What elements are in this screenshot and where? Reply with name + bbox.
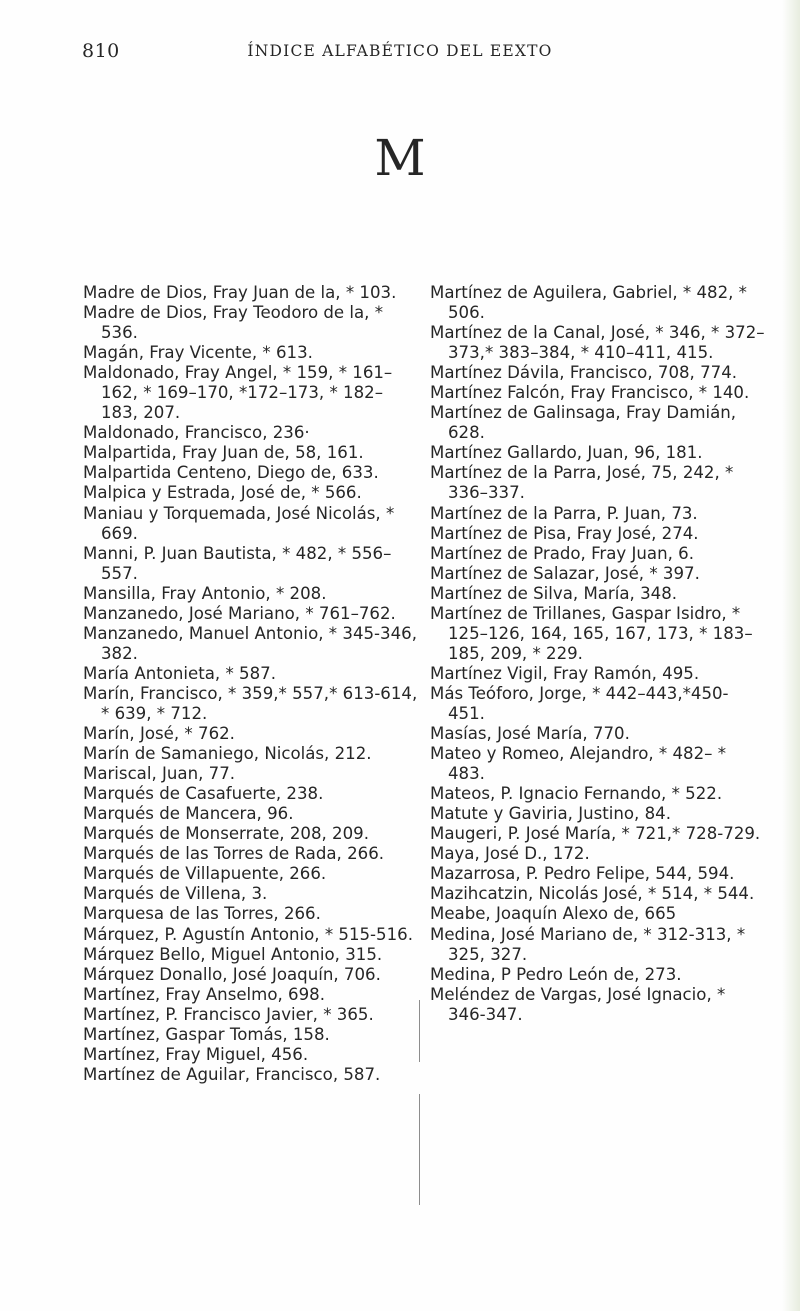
index-entry: Mariscal, Juan, 77. <box>83 764 236 784</box>
index-entry: Maldonado, Francisco, 236· <box>83 423 310 443</box>
column-divider <box>419 1000 420 1062</box>
index-entry: Martínez Falcón, Fray Francisco, * 140. <box>430 383 750 403</box>
index-entry: Mazihcatzin, Nicolás José, * 514, * 544. <box>430 884 755 904</box>
index-entry: Maniau y Torquemada, José Nicolás, * 669. <box>83 503 395 543</box>
index-entry: María Antonieta, * 587. <box>83 663 276 683</box>
index-entry: Mazarrosa, P. Pedro Felipe, 544, 594. <box>430 864 735 884</box>
page-number: 810 <box>82 40 120 62</box>
index-entry: Meléndez de Vargas, José Ignacio, * 346-347. <box>430 984 726 1024</box>
index-entry: Martínez, Fray Anselmo, 698. <box>83 984 325 1004</box>
index-entry: Martínez Vigil, Fray Ramón, 495. <box>430 663 700 683</box>
index-entry: Marqués de Villapuente, 266. <box>83 864 327 884</box>
index-entry: Marqués de Casafuerte, 238. <box>83 784 324 804</box>
index-entry: Martínez de la Canal, José, * 346, * 372–373,* 383–384, * 410–411, 415. <box>430 323 765 363</box>
index-entry: Martínez de la Parra, P. Juan, 73. <box>430 503 698 523</box>
index-entry: Márquez Bello, Miguel Antonio, 315. <box>83 944 383 964</box>
index-entry: Martínez de la Parra, José, 75, 242, * 336–337. <box>430 463 734 503</box>
index-entry: Mateos, P. Ignacio Fernando, * 522. <box>430 784 723 804</box>
index-entry: Medina, José Mariano de, * 312-313, * 325, 327. <box>430 924 746 964</box>
index-entry: Martínez de Silva, María, 348. <box>430 583 678 603</box>
index-entry: Mateo y Romeo, Alejandro, * 482– * 483. <box>430 744 727 784</box>
index-entry: Martínez de Pisa, Fray José, 274. <box>430 523 699 543</box>
index-entry: Magán, Fray Vicente, * 613. <box>83 343 313 363</box>
index-entry: Manzanedo, Manuel Antonio, * 345-346, 382. <box>83 623 417 663</box>
index-entry: Maya, José D., 172. <box>430 844 590 864</box>
index-entry: Malpartida, Fray Juan de, 58, 161. <box>83 443 364 463</box>
index-entry: Marín, José, * 762. <box>83 724 235 744</box>
index-entry: Márquez, P. Agustín Antonio, * 515-516. <box>83 924 413 944</box>
index-entry: Marqués de Monserrate, 208, 209. <box>83 824 370 844</box>
index-entry: Martínez Dávila, Francisco, 708, 774. <box>430 363 738 383</box>
index-entry: Martínez de Salazar, José, * 397. <box>430 563 700 583</box>
index-entry: Masías, José María, 770. <box>430 724 630 744</box>
index-entry: Marín de Samaniego, Nicolás, 212. <box>83 744 372 764</box>
index-entry: Medina, P Pedro León de, 273. <box>430 964 682 984</box>
index-entry: Martínez de Aguilera, Gabriel, * 482, * 506. <box>430 283 747 323</box>
index-entry: Martínez de Galinsaga, Fray Damián, 628. <box>430 403 737 443</box>
index-entry: Marqués de las Torres de Rada, 266. <box>83 844 385 864</box>
index-entry: Meabe, Joaquín Alexo de, 665 <box>430 904 677 924</box>
index-entry: Martínez, P. Francisco Javier, * 365. <box>83 1004 374 1024</box>
index-entry: Márquez Donallo, José Joaquín, 706. <box>83 964 381 984</box>
index-entry: Martínez, Gaspar Tomás, 158. <box>83 1024 330 1044</box>
index-entry: Martínez, Fray Miguel, 456. <box>83 1044 309 1064</box>
index-column-left <box>83 283 418 1085</box>
index-entry: Madre de Dios, Fray Teodoro de la, * 536. <box>83 303 384 343</box>
section-letter: M <box>374 129 426 187</box>
index-entry: Manzanedo, José Mariano, * 761–762. <box>83 603 396 623</box>
running-title: ÍNDICE ALFABÉTICO DEL EEXTO <box>247 42 553 60</box>
index-entry: Más Teóforo, Jorge, * 442–443,*450-451. <box>430 683 729 723</box>
index-entry: Martínez de Prado, Fray Juan, 6. <box>430 543 694 563</box>
index-entry: Manni, P. Juan Bautista, * 482, * 556–557. <box>83 543 392 583</box>
index-entry: Malpartida Centeno, Diego de, 633. <box>83 463 379 483</box>
column-divider <box>419 1094 420 1205</box>
index-entry: Malpica y Estrada, José de, * 566. <box>83 483 362 503</box>
page-edge-stain <box>782 0 800 1311</box>
index-entry: Maldonado, Fray Angel, * 159, * 161–162, * 169–170, *172–173, * 182–183, 207. <box>83 363 393 423</box>
index-entry: Marín, Francisco, * 359,* 557,* 613-614, * 639, * 712. <box>83 683 418 723</box>
index-entry: Mansilla, Fray Antonio, * 208. <box>83 583 327 603</box>
index-entry: Maugeri, P. José María, * 721,* 728-729. <box>430 824 761 844</box>
index-entry: Martínez Gallardo, Juan, 96, 181. <box>430 443 703 463</box>
index-entry: Martínez de Trillanes, Gaspar Isidro, * 125–126, 164, 165, 167, 173, * 183–185, 209, * 229. <box>430 603 753 663</box>
index-entry: Madre de Dios, Fray Juan de la, * 103. <box>83 283 397 302</box>
index-entry: Matute y Gaviria, Justino, 84. <box>430 804 671 824</box>
index-entry: Martínez de Aguilar, Francisco, 587. <box>83 1064 381 1084</box>
index-entry: Marquesa de las Torres, 266. <box>83 904 321 924</box>
page-header <box>0 40 800 66</box>
index-entry: Marqués de Mancera, 96. <box>83 804 294 824</box>
index-entry: Marqués de Villena, 3. <box>83 884 268 904</box>
index-column-right <box>430 283 765 1025</box>
